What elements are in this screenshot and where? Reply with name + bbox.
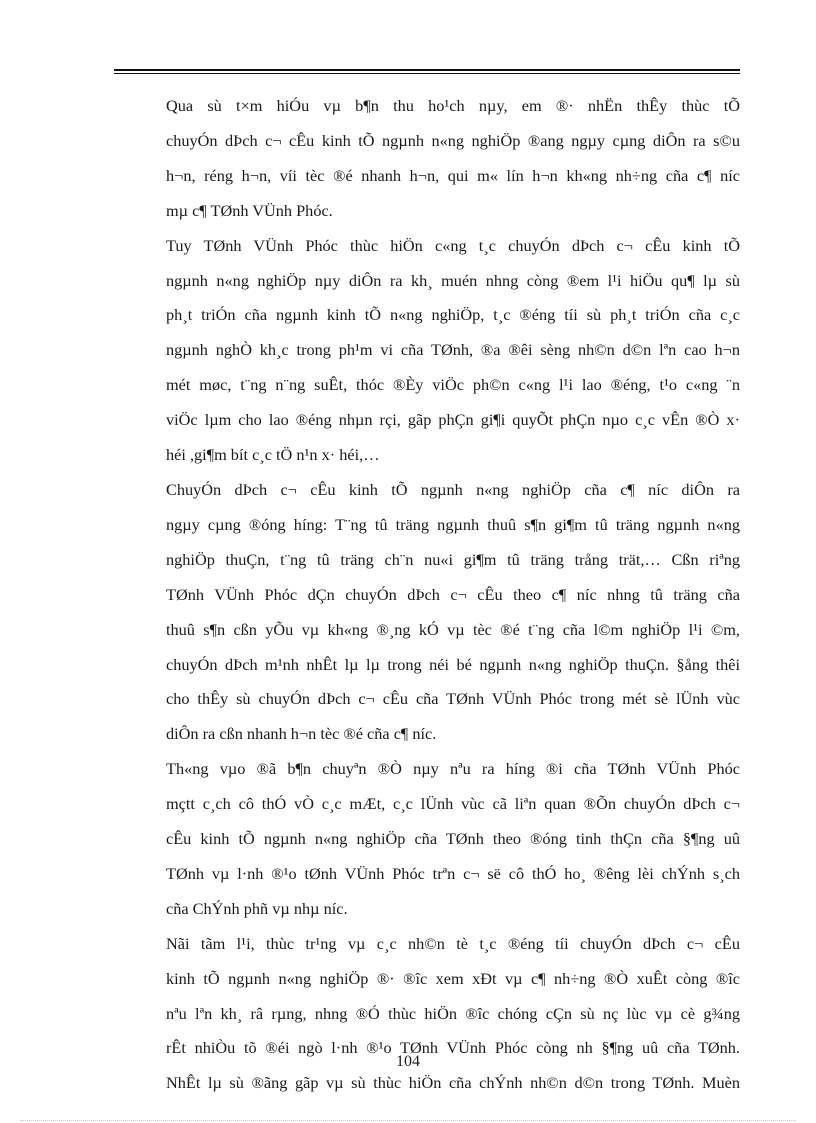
text-line: Nãi tãm l¹i, thùc tr¹ng vµ c¸c nh©n tè t¸c ®éng tíi chuyÓn dÞch c¬ cÊu	[166, 933, 740, 953]
header-rule-thick	[114, 69, 740, 71]
text-line: cho thÊy sù chuyÓn dÞch c¬ cÊu cña TØnh VÜnh Phóc trong mét sè lÜnh vùc	[166, 689, 740, 709]
paragraph-4	[116, 752, 740, 927]
text-line: diÔn ra cßn nhanh h¬n tèc ®é cña c¶ níc.	[166, 724, 437, 744]
page-number: 104	[396, 1053, 420, 1070]
text-line: Tuy TØnh VÜnh Phóc thùc hiÖn c«ng t¸c chuyÓn dÞch c¬ cÊu kinh tÕ	[166, 235, 740, 255]
text-line: ngµnh nghÒ kh¸c trong ph¹m vi cña TØnh, ®a ®êi sèng nh©n d©n lªn cao h¬n	[166, 340, 740, 360]
text-line: ngµy cµng ®óng híng: T¨ng tû träng ngµnh thuû s¶n gi¶m tû träng ngµnh n«ng	[166, 514, 740, 534]
text-line: héi ,gi¶m bít c¸c tÖ n¹n x· héi,…	[166, 445, 380, 465]
paragraph-5	[116, 927, 740, 1102]
text-line: chuyÓn dÞch c¬ cÊu kinh tÕ ngµnh n«ng nghiÖp ®ang ngµy cµng diÔn ra s©u	[166, 130, 740, 150]
text-line: chuyÓn dÞch m¹nh nhÊt lµ lµ trong néi bé ngµnh n«ng nghiÖp thuÇn. §ång thêi	[166, 654, 740, 674]
paragraph-1	[116, 89, 740, 229]
text-line: ngµnh n«ng nghiÖp nµy diÔn ra kh¸ muén nhng còng ®em l¹i hiÖu qu¶ lµ sù	[166, 270, 740, 290]
header-rule-thin	[114, 73, 740, 74]
text-line: cña ChÝnh phñ vµ nhµ níc.	[166, 898, 348, 918]
text-line: nghiÖp thuÇn, t¨ng tû träng ch¨n nu«i gi¶m tû träng trång trät,… Cßn riªng	[166, 549, 740, 569]
text-line: mµ c¶ TØnh VÜnh Phóc.	[166, 200, 333, 220]
text-line: h¬n, réng h¬n, víi tèc ®é nhanh h¬n, qui m« lín h¬n kh«ng nh÷ng cña c¶ níc	[166, 165, 740, 185]
text-line: TØnh vµ l·nh ®¹o tØnh VÜnh Phóc trªn c¬ së cô thÓ ho¸ ®êng lèi chÝnh s¸ch	[166, 863, 740, 883]
text-line: cÊu kinh tÕ ngµnh n«ng nghiÖp cña TØnh theo ®óng tinh thÇn cña §¶ng uû	[166, 829, 740, 849]
text-line: NhÊt lµ sù ®ãng gãp vµ sù thùc hiÖn cña chÝnh nh©n d©n trong TØnh. Muèn	[166, 1073, 740, 1093]
text-line: mét møc, t¨ng n¨ng suÊt, thóc ®Èy viÖc ph©n c«ng l¹i lao ®éng, t¹o c«ng ¨n	[166, 375, 740, 395]
text-line: ChuyÓn dÞch c¬ cÊu kinh tÕ ngµnh n«ng nghiÖp cña c¶ níc diÔn ra	[166, 479, 740, 499]
text-line: rÊt nhiÒu tõ ®éi ngò l·nh ®¹o TØnh VÜnh Phóc còng nh §¶ng uû cña TØnh.	[166, 1038, 740, 1058]
text-line: thuû s¶n cßn yÕu vµ kh«ng ®¸ng kÓ vµ tèc ®é t¨ng cña l©m nghiÖp l¹i ©m,	[166, 619, 740, 639]
text-line: ph¸t triÓn cña ngµnh kinh tÕ n«ng nghiÖp, t¸c ®éng tíi sù ph¸t triÓn cña c¸c	[166, 305, 740, 325]
paragraph-2	[116, 229, 740, 473]
text-line: Qua sù t×m hiÓu vµ b¶n thu ho¹ch nµy, em ®· nhËn thÊy thùc tÕ	[166, 96, 740, 115]
document-body	[116, 89, 740, 1101]
text-line: mçtt c¸ch cô thÓ vÒ c¸c mÆt, c¸c lÜnh vùc cã liªn quan ®Õn chuyÓn dÞch c¬	[166, 794, 740, 814]
text-line: Th«ng vµo ®ã b¶n chuyªn ®Ò nµy nªu ra híng ®i cña TØnh VÜnh Phóc	[166, 759, 740, 779]
paragraph-3	[116, 473, 740, 752]
text-line: TØnh VÜnh Phóc dÇn chuyÓn dÞch c¬ cÊu theo c¶ níc nhng tû träng cña	[166, 584, 740, 604]
text-line: kinh tÕ ngµnh n«ng nghiÖp ®· ®îc xem xÐt vµ c¶ nh÷ng ®Ò xuÊt còng ®îc	[166, 968, 740, 988]
text-line: viÖc lµm cho lao ®éng nhµn rçi, gãp phÇn gi¶i quyÕt phÇn nµo c¸c vÊn ®Ò x·	[166, 410, 740, 430]
page-edge-dotted-line	[20, 1120, 796, 1121]
text-line: nªu lªn kh¸ râ rµng, nhng ®Ó thùc hiÖn ®îc chóng cÇn sù nç lùc vµ cè g¾ng	[166, 1003, 740, 1023]
